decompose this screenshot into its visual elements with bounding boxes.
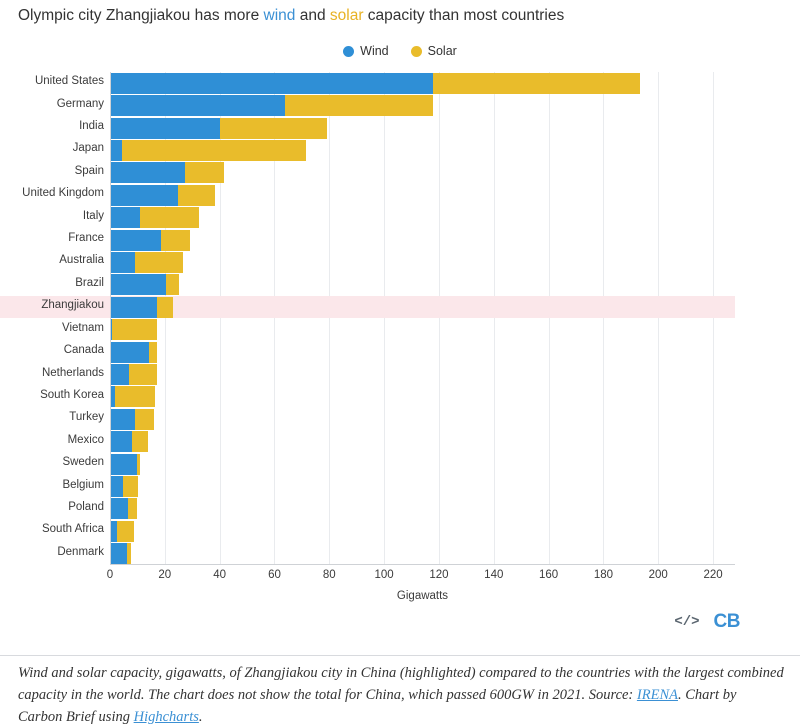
x-tick-label: 100 [374, 569, 394, 581]
brand-bar [674, 611, 740, 633]
title-solar-word: solar [329, 7, 364, 24]
legend-swatch-solar [411, 46, 422, 57]
figure-caption [18, 662, 784, 728]
title-part-middle: and [295, 7, 330, 24]
category-label: Spain [74, 164, 104, 177]
x-axis-title: Gigawatts [396, 590, 449, 602]
category-label: Germany [56, 97, 104, 110]
x-tick-label: 180 [593, 569, 613, 581]
category-label: Canada [63, 344, 104, 357]
code-icon[interactable]: </> [674, 614, 700, 630]
x-tick-label: 140 [484, 569, 504, 581]
category-label: Sweden [62, 456, 104, 469]
legend-item-solar[interactable] [411, 44, 457, 58]
x-tick-label: 120 [429, 569, 449, 581]
category-label: United Kingdom [22, 187, 104, 200]
category-label: Japan [72, 142, 104, 155]
category-label: United States [34, 75, 104, 88]
legend-swatch-wind [343, 46, 354, 57]
legend-label-wind: Wind [360, 44, 389, 58]
legend-item-wind[interactable] [343, 44, 388, 58]
plot-area [22, 72, 735, 602]
category-label: Netherlands [41, 366, 104, 379]
category-label: South Korea [40, 388, 104, 401]
x-tick-label: 0 [106, 569, 114, 581]
category-label: India [79, 120, 104, 133]
divider [0, 655, 800, 656]
category-label: Denmark [57, 545, 104, 558]
highcharts-link[interactable]: Highcharts [133, 709, 199, 725]
category-label: Poland [68, 500, 104, 513]
page-title [18, 6, 788, 26]
category-label: Mexico [67, 433, 104, 446]
legend-label-solar: Solar [427, 44, 457, 58]
caption-text-2: . Chart by Carbon Brief using [18, 687, 737, 725]
x-tick-label: 60 [268, 569, 281, 581]
x-tick-label: 80 [322, 569, 336, 581]
category-label: Australia [59, 254, 104, 267]
x-tick-label: 40 [213, 569, 227, 581]
x-tick-label: 20 [158, 569, 172, 581]
category-label: France [68, 232, 104, 245]
category-label: Brazil [75, 276, 104, 289]
caption-text-1: Wind and solar capacity, gigawatts, of Zhangjiakou city in China (highlighted) compared to the countries with the largest combined capacity in the world. The chart does not show the total for China, which passed 600GW in 2021. Source: [18, 665, 784, 703]
x-tick-label: 160 [539, 569, 559, 581]
category-label: Turkey [69, 411, 104, 424]
category-label: South Africa [41, 523, 104, 536]
irena-link[interactable]: IRENA [636, 687, 678, 703]
category-label: Vietnam [62, 321, 104, 334]
title-part-after: capacity than most countries [363, 7, 565, 24]
title-wind-word: wind [263, 7, 296, 24]
axis-frame [110, 72, 735, 565]
x-tick-label: 200 [648, 569, 668, 581]
carbon-brief-logo[interactable]: CB [713, 611, 740, 632]
chart-legend [0, 44, 800, 58]
category-label: Italy [82, 209, 104, 222]
caption-text-3: . [198, 709, 203, 725]
category-label: Zhangjiakou [41, 299, 104, 312]
x-tick-label: 220 [703, 569, 723, 581]
title-part-before: Olympic city Zhangjiakou has more [18, 7, 264, 24]
category-label: Belgium [62, 478, 104, 491]
